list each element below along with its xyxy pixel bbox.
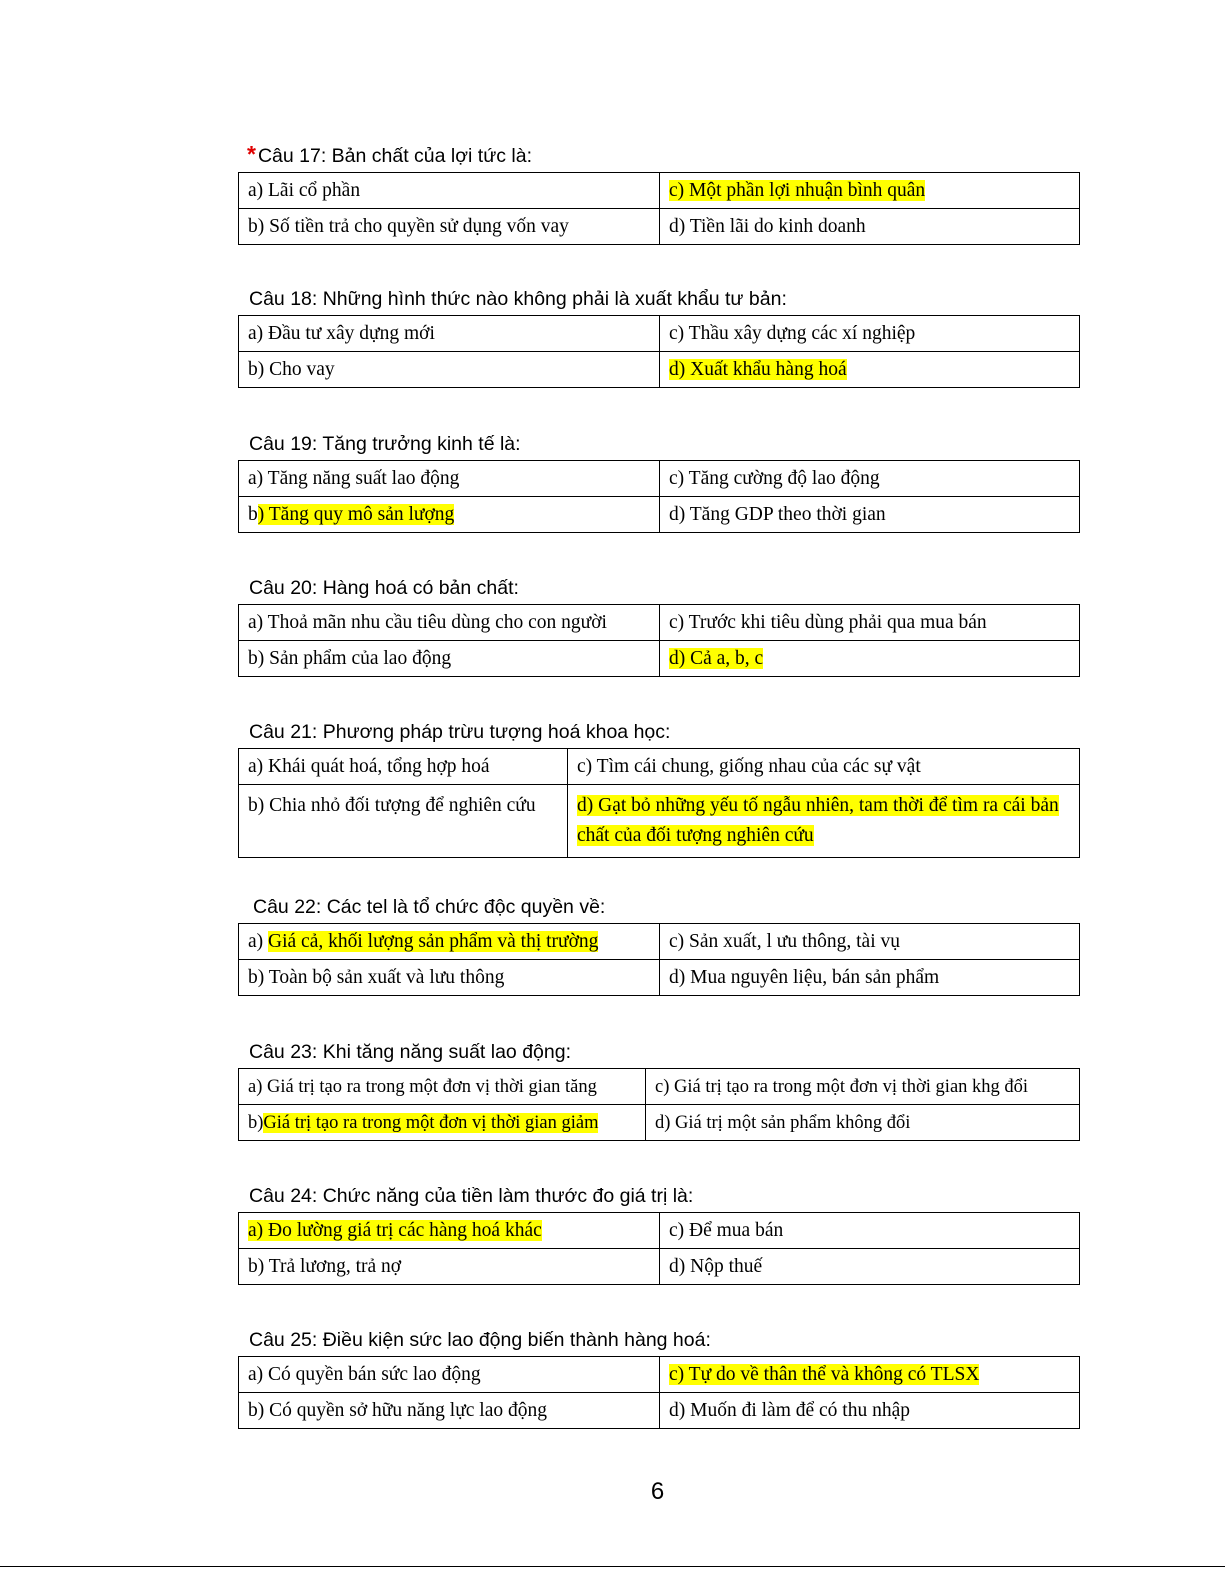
answer-d: d) Gạt bỏ những yếu tố ngẫu nhiên, tam thời để tìm ra cái bản chất của đối tượng nghiên cứu — [568, 785, 1080, 858]
table-row — [239, 1069, 1080, 1105]
answer-b: b) Trả lương, trả nợ — [239, 1249, 660, 1285]
answer-table — [238, 1212, 1080, 1285]
table-row — [239, 209, 1080, 245]
answer-c: c) Giá trị tạo ra trong một đơn vị thời gian khg đổi — [646, 1069, 1080, 1105]
question-18 — [238, 288, 1079, 388]
table-row — [239, 1249, 1080, 1285]
answer-d: d) Xuất khẩu hàng hoá — [660, 352, 1080, 388]
answer-d: d) Muốn đi làm để có thu nhập — [660, 1393, 1080, 1429]
answer-d: d) Nộp thuế — [660, 1249, 1080, 1285]
question-title: Câu 20: Hàng hoá có bản chất: — [249, 577, 519, 599]
answer-b: b) Số tiền trả cho quyền sử dụng vốn vay — [239, 209, 660, 245]
answer-b: b)Giá trị tạo ra trong một đơn vị thời gian giảm — [239, 1105, 646, 1141]
table-row — [239, 605, 1080, 641]
table-row — [239, 1357, 1080, 1393]
answer-d: d) Mua nguyên liệu, bán sản phẩm — [660, 960, 1080, 996]
table-row — [239, 785, 1080, 858]
question-24 — [238, 1185, 1079, 1285]
answer-c: c) Một phần lợi nhuận bình quân — [660, 173, 1080, 209]
table-row — [239, 173, 1080, 209]
question-title: Câu 25: Điều kiện sức lao động biến thành hàng hoá: — [249, 1329, 711, 1351]
question-title: Câu 21: Phương pháp trừu tượng hoá khoa học: — [249, 721, 671, 743]
table-row — [239, 641, 1080, 677]
answer-c: c) Tìm cái chung, giống nhau của các sự vật — [568, 749, 1080, 785]
question-25 — [238, 1329, 1079, 1429]
answer-b: b) Toàn bộ sản xuất và lưu thông — [239, 960, 660, 996]
answer-c: c) Tăng cường độ lao động — [660, 461, 1080, 497]
question-title: Câu 19: Tăng trưởng kinh tế là: — [249, 433, 521, 455]
footer-divider — [0, 1566, 1225, 1567]
answer-table — [238, 604, 1080, 677]
question-title: * Câu 17: Bản chất của lợi tức là: — [247, 141, 533, 167]
question-title: Câu 24: Chức năng của tiền làm thước đo giá trị là: — [249, 1185, 694, 1207]
answer-a: a) Thoả mãn nhu cầu tiêu dùng cho con người — [239, 605, 660, 641]
question-17 — [238, 143, 1079, 245]
question-22 — [238, 896, 1079, 996]
question-21 — [238, 721, 1079, 858]
table-row — [239, 960, 1080, 996]
table-row — [239, 1213, 1080, 1249]
answer-b: b) Cho vay — [239, 352, 660, 388]
table-row — [239, 749, 1080, 785]
answer-c: c) Thầu xây dựng các xí nghiệp — [660, 316, 1080, 352]
table-row — [239, 461, 1080, 497]
answer-a: a) Khái quát hoá, tổng hợp hoá — [239, 749, 568, 785]
answer-c: c) Trước khi tiêu dùng phải qua mua bán — [660, 605, 1080, 641]
answer-c: c) Sản xuất, l ưu thông, tài vụ — [660, 924, 1080, 960]
answer-a: a) Có quyền bán sức lao động — [239, 1357, 660, 1393]
answer-b: b) Có quyền sở hữu năng lực lao động — [239, 1393, 660, 1429]
answer-table — [238, 1068, 1080, 1141]
answer-a: a) Lãi cổ phần — [239, 173, 660, 209]
page-number: 6 — [650, 1478, 665, 1505]
answer-table — [238, 460, 1080, 533]
table-row — [239, 924, 1080, 960]
table-row — [239, 1393, 1080, 1429]
table-row — [239, 352, 1080, 388]
table-row — [239, 1105, 1080, 1141]
answer-d: d) Giá trị một sản phẩm không đổi — [646, 1105, 1080, 1141]
question-title: Câu 18: Những hình thức nào không phải là xuất khẩu tư bản: — [249, 288, 787, 310]
answer-d: d) Cả a, b, c — [660, 641, 1080, 677]
question-20 — [238, 577, 1079, 677]
answer-table — [238, 172, 1080, 245]
question-title: Câu 22: Các tel là tổ chức độc quyền về: — [253, 896, 606, 918]
answer-c: c) Để mua bán — [660, 1213, 1080, 1249]
answer-table — [238, 1356, 1080, 1429]
star-marker-icon: * — [247, 141, 256, 167]
answer-a: a) Giá cả, khối lượng sản phẩm và thị trường — [239, 924, 660, 960]
answer-a: a) Đầu tư xây dựng mới — [239, 316, 660, 352]
answer-a: a) Đo lường giá trị các hàng hoá khác — [239, 1213, 660, 1249]
answer-table — [238, 748, 1080, 858]
table-row — [239, 316, 1080, 352]
table-row — [239, 497, 1080, 533]
question-19 — [238, 433, 1079, 533]
question-23 — [238, 1041, 1079, 1141]
answer-b: b) Tăng quy mô sản lượng — [239, 497, 660, 533]
answer-c: c) Tự do về thân thể và không có TLSX — [660, 1357, 1080, 1393]
question-title: Câu 23: Khi tăng năng suất lao động: — [249, 1041, 571, 1063]
answer-table — [238, 315, 1080, 388]
answer-d: d) Tăng GDP theo thời gian — [660, 497, 1080, 533]
answer-a: a) Giá trị tạo ra trong một đơn vị thời gian tăng — [239, 1069, 646, 1105]
answer-a: a) Tăng năng suất lao động — [239, 461, 660, 497]
answer-table — [238, 923, 1080, 996]
answer-b: b) Chia nhỏ đối tượng để nghiên cứu — [239, 785, 568, 858]
answer-d: d) Tiền lãi do kinh doanh — [660, 209, 1080, 245]
answer-b: b) Sản phẩm của lao động — [239, 641, 660, 677]
